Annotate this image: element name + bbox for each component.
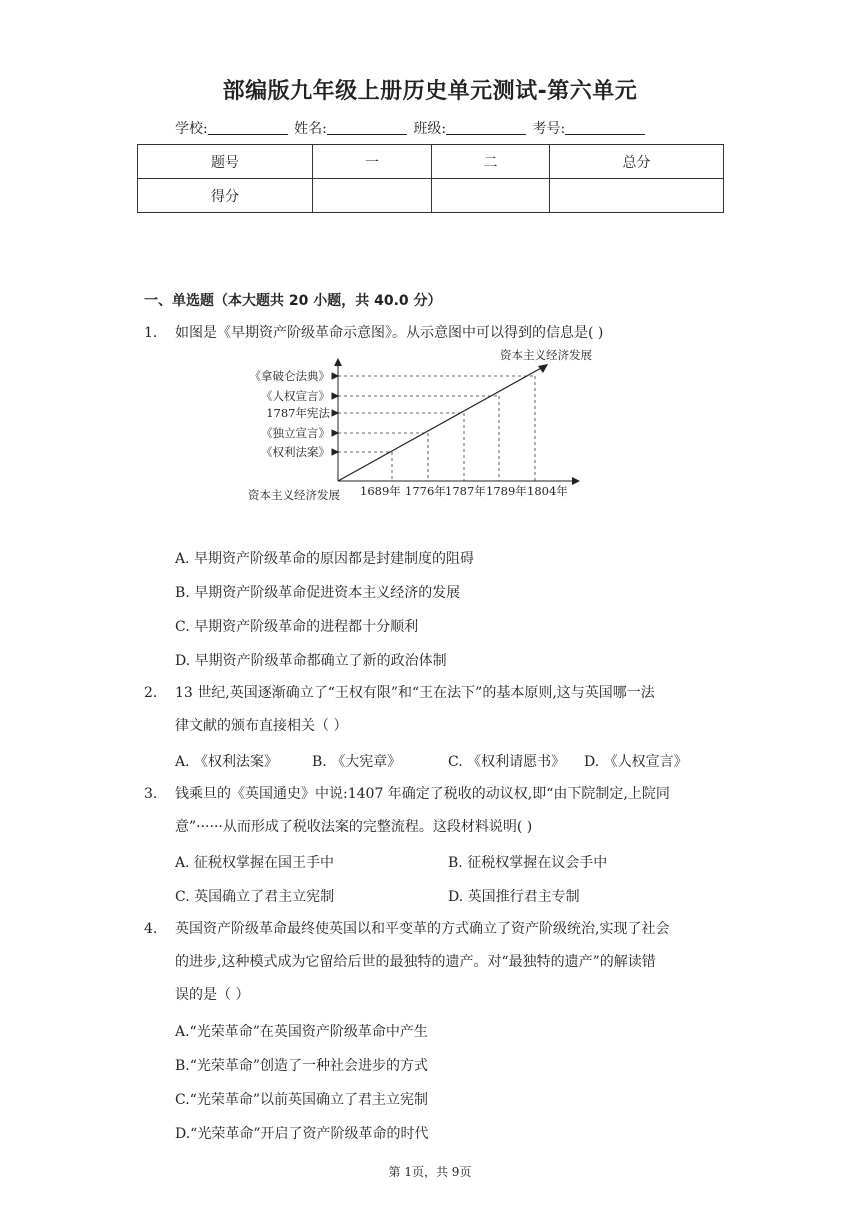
q3-option-c[interactable]: C. 英国确立了君主立宪制 xyxy=(175,889,335,905)
diagram-year-label: 1689年 xyxy=(360,484,401,498)
q2-option-d[interactable]: D. 《人权宣言》 xyxy=(584,754,688,770)
question-number: 3. xyxy=(144,786,158,802)
diagram-bottom-label: 资本主义经济发展 xyxy=(248,488,340,502)
section-heading: 一、单选题（本大题共 20 小题，共 40.0 分） xyxy=(144,293,442,309)
score-header-cell: 二 xyxy=(432,145,550,179)
score-cell[interactable] xyxy=(313,179,432,213)
exam-number-label: 考号: xyxy=(532,121,566,137)
diagram-doc-label: 《独立宣言》 xyxy=(261,426,330,440)
page-footer: 第 1页，共 9页 xyxy=(388,1165,472,1179)
question-3 xyxy=(144,778,724,844)
q3-option-a[interactable]: A. 征税权掌握在国王手中 xyxy=(175,855,335,871)
diagram-top-label: 资本主义经济发展 xyxy=(500,348,592,362)
diagram-doc-label: 《拿破仑法典》 xyxy=(249,369,330,383)
q1-option-c[interactable]: C. 早期资产阶级革命的进程都十分顺利 xyxy=(175,619,419,635)
diagram-year-label: 1789年 xyxy=(486,484,527,498)
diagram-year-label: 1787年 xyxy=(445,484,486,498)
q4-option-a[interactable]: A.“光荣革命”在英国资产阶级革命中产生 xyxy=(175,1024,428,1040)
diagram-year-label: 1776年 xyxy=(405,484,446,498)
question-text-line: 的进步,这种模式成为它留给后世的最独特的遗产。对“最独特的遗产”的解读错 xyxy=(175,954,656,970)
revolution-diagram xyxy=(240,345,592,505)
q3-option-b[interactable]: B. 征税权掌握在议会手中 xyxy=(448,855,608,871)
question-text: 如图是《早期资产阶级革命示意图》。从示意图中可以得到的信息是( ) xyxy=(175,325,604,341)
score-row-label: 得分 xyxy=(138,179,313,213)
q3-option-d[interactable]: D. 英国推行君主专制 xyxy=(448,889,580,905)
class-label: 班级: xyxy=(413,121,447,137)
q2-option-c[interactable]: C. 《权利请愿书》 xyxy=(448,754,566,770)
q4-option-d[interactable]: D.“光荣革命”开启了资产阶级革命的时代 xyxy=(175,1126,429,1142)
question-text-line: 13 世纪,英国逐渐确立了“王权有限”和“王在法下”的基本原则,这与英国哪一法 xyxy=(175,685,655,701)
question-text-line: 英国资产阶级革命最终使英国以和平变革的方式确立了资产阶级统治,实现了社会 xyxy=(175,921,670,937)
school-label: 学校: xyxy=(175,121,208,137)
student-info-line xyxy=(175,118,647,138)
question-text-line: 律文献的颁布直接相关（ ） xyxy=(175,718,348,734)
score-cell[interactable] xyxy=(550,179,724,213)
score-table-row xyxy=(138,179,724,213)
score-header-cell: 总分 xyxy=(550,145,724,179)
question-2 xyxy=(144,677,724,743)
school-blank[interactable] xyxy=(208,122,288,135)
q1-option-d[interactable]: D. 早期资产阶级革命都确立了新的政治体制 xyxy=(175,653,447,669)
q2-option-b[interactable]: B. 《大宪章》 xyxy=(312,754,402,770)
score-header-cell: 一 xyxy=(313,145,432,179)
question-number: 4. xyxy=(144,921,158,937)
class-blank[interactable] xyxy=(446,122,526,135)
name-label: 姓名: xyxy=(294,121,327,137)
q1-option-a[interactable]: A. 早期资产阶级革命的原因都是封建制度的阻碍 xyxy=(175,551,475,567)
name-blank[interactable] xyxy=(327,122,407,135)
question-text-line: 误的是（ ） xyxy=(175,987,250,1003)
question-4 xyxy=(144,913,724,1012)
question-number: 2. xyxy=(144,685,158,701)
score-cell[interactable] xyxy=(432,179,550,213)
question-text-line: 意”······从而形成了税收法案的完整流程。这段材料说明( ) xyxy=(175,819,533,835)
question-number: 1. xyxy=(144,325,158,341)
question-text-line: 钱乘旦的《英国通史》中说:1407 年确定了税收的动议权,即“由下院制定,上院同 xyxy=(175,786,670,802)
diagram-doc-label: 《人权宣言》 xyxy=(261,389,330,403)
score-table xyxy=(137,144,724,213)
page-title: 部编版九年级上册历史单元测试-第六单元 xyxy=(222,79,638,104)
diagram-doc-label: 1787年宪法 xyxy=(266,406,330,420)
diagram-year-label: 1804年 xyxy=(527,484,568,498)
q4-option-b[interactable]: B.“光荣革命”创造了一种社会进步的方式 xyxy=(175,1058,429,1074)
score-header-cell: 题号 xyxy=(138,145,313,179)
q1-option-b[interactable]: B. 早期资产阶级革命促进资本主义经济的发展 xyxy=(175,585,461,601)
q2-option-a[interactable]: A. 《权利法案》 xyxy=(175,754,279,770)
exam-number-blank[interactable] xyxy=(565,122,645,135)
diagram-doc-label: 《权利法案》 xyxy=(261,445,330,459)
q4-option-c[interactable]: C.“光荣革命”以前英国确立了君主立宪制 xyxy=(175,1092,428,1108)
score-table-header-row xyxy=(138,145,724,179)
